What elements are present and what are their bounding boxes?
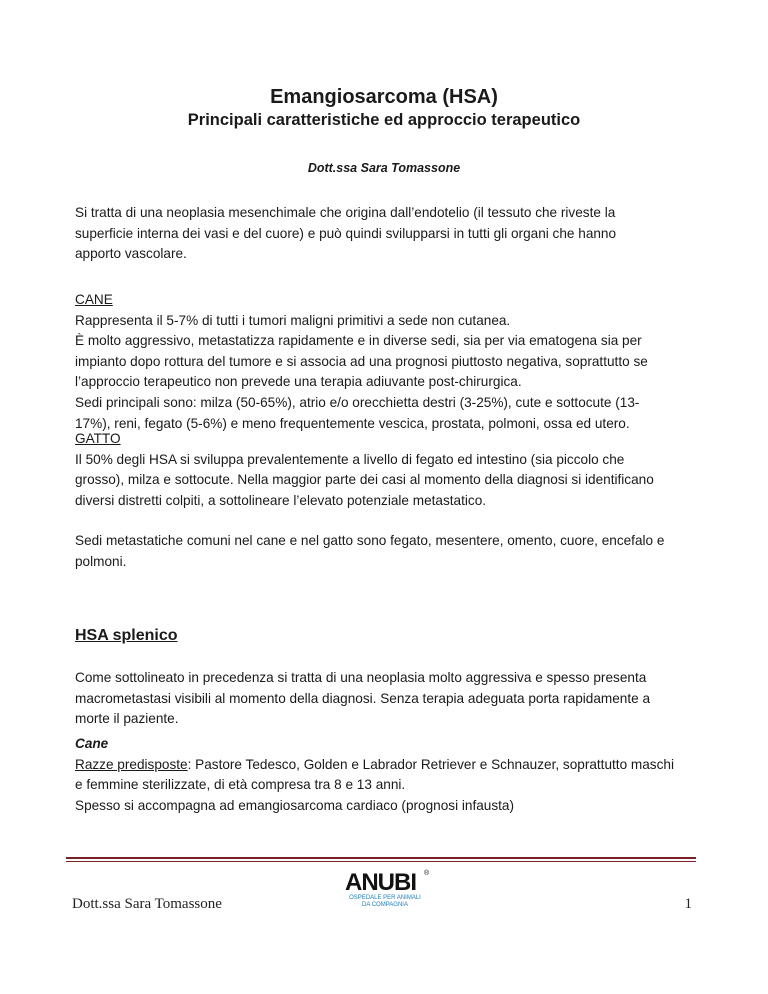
paragraph-line: Si tratta di una neoplasia mesenchimale che origina dall’endotelio (il tessuto che riveste la bbox=[75, 205, 616, 220]
razze-text: : Pastore Tedesco, Golden e Labrador Retriever e Schnauzer, soprattutto maschi bbox=[187, 756, 674, 772]
paragraph-line: Sedi principali sono: milza (50-65%), atrio e/o orecchietta destri (3-25%), cute e sottocute (13- bbox=[75, 394, 640, 410]
paragraph-line: superficie interna dei vasi e del cuore) e può quindi svilupparsi in tutti gli organi che hanno bbox=[75, 225, 617, 241]
page-number: 1 bbox=[684, 896, 692, 912]
hsa-splenico-cane bbox=[75, 734, 695, 816]
gatto-section bbox=[75, 429, 695, 511]
paragraph-line: Il 50% degli HSA si sviluppa prevalentemente a livello di fegato ed intestino (sia piccolo che bbox=[75, 451, 625, 467]
logo-subtitle-line: DA COMPAGNIA bbox=[362, 902, 408, 908]
section-heading-hsa-splenico: HSA splenico bbox=[75, 627, 178, 644]
registered-mark: ® bbox=[424, 870, 430, 877]
footer-rule-thin bbox=[66, 861, 696, 862]
paragraph-line: morte il paziente. bbox=[75, 711, 179, 727]
intro-paragraph bbox=[75, 203, 695, 265]
metastasi-paragraph bbox=[75, 531, 695, 572]
hsa-splenico-paragraph bbox=[75, 668, 695, 730]
logo-subtitle-line: OSPEDALE PER ANIMALI bbox=[349, 895, 421, 901]
subheading-cane: Cane bbox=[75, 736, 109, 751]
paragraph-line: 17%), reni, fegato (5-6%) e meno frequentemente vescica, prostata, polmoni, ossa ed utero. bbox=[75, 415, 630, 431]
paragraph-line: È molto aggressivo, metastatizza rapidamente e in diverse sedi, sia per via ematogena sia per bbox=[75, 333, 642, 349]
document-title: Emangiosarcoma (HSA) bbox=[270, 86, 498, 108]
paragraph-line: impianto dopo rottura del tumore e si associa ad una prognosi piuttosto negativa, soprattutto se bbox=[75, 353, 648, 369]
paragraph-line: l’approccio terapeutico non prevede una terapia adiuvante post-chirurgica. bbox=[75, 374, 522, 390]
paragraph-line: diversi distretti colpiti, a sottolineare l’elevato potenziale metastatico. bbox=[75, 492, 487, 508]
paragraph-line: polmoni. bbox=[75, 553, 127, 569]
section-heading-cane: CANE bbox=[75, 292, 113, 307]
paragraph-line bbox=[75, 755, 695, 776]
cane-section bbox=[75, 290, 695, 434]
logo-subtitle bbox=[345, 895, 425, 909]
document-subtitle: Principali caratteristiche ed approccio terapeutico bbox=[187, 111, 581, 129]
footer-rule bbox=[66, 857, 696, 859]
paragraph-line: macrometastasi visibili al momento della diagnosi. Senza terapia adeguata porta rapidamente a bbox=[75, 690, 651, 706]
anubi-logo bbox=[340, 870, 432, 910]
paragraph-line: apporto vascolare. bbox=[75, 246, 187, 262]
document-author: Dott.ssa Sara Tomassone bbox=[307, 161, 461, 175]
razze-label: Razze predisposte bbox=[75, 756, 188, 772]
paragraph-line: e femmine sterilizzate, di età compresa tra 8 e 13 anni. bbox=[75, 777, 406, 793]
section-heading-gatto: GATTO bbox=[75, 431, 121, 446]
footer-author: Dott.ssa Sara Tomassone bbox=[72, 896, 222, 912]
paragraph-line: Come sottolineato in precedenza si tratta di una neoplasia molto aggressiva e spesso presenta bbox=[75, 670, 647, 685]
logo-wordmark: ANUBI bbox=[345, 869, 416, 896]
paragraph-line: grosso), milza e sottocute. Nella maggior parte dei casi al momento della diagnosi si identificano bbox=[75, 472, 654, 488]
paragraph-line: Sedi metastatiche comuni nel cane e nel gatto sono fegato, mesentere, omento, cuore, encefalo e bbox=[75, 533, 665, 548]
paragraph-line: Rappresenta il 5-7% di tutti i tumori maligni primitivi a sede non cutanea. bbox=[75, 312, 511, 328]
paragraph-line: Spesso si accompagna ad emangiosarcoma cardiaco (prognosi infausta) bbox=[75, 797, 515, 813]
